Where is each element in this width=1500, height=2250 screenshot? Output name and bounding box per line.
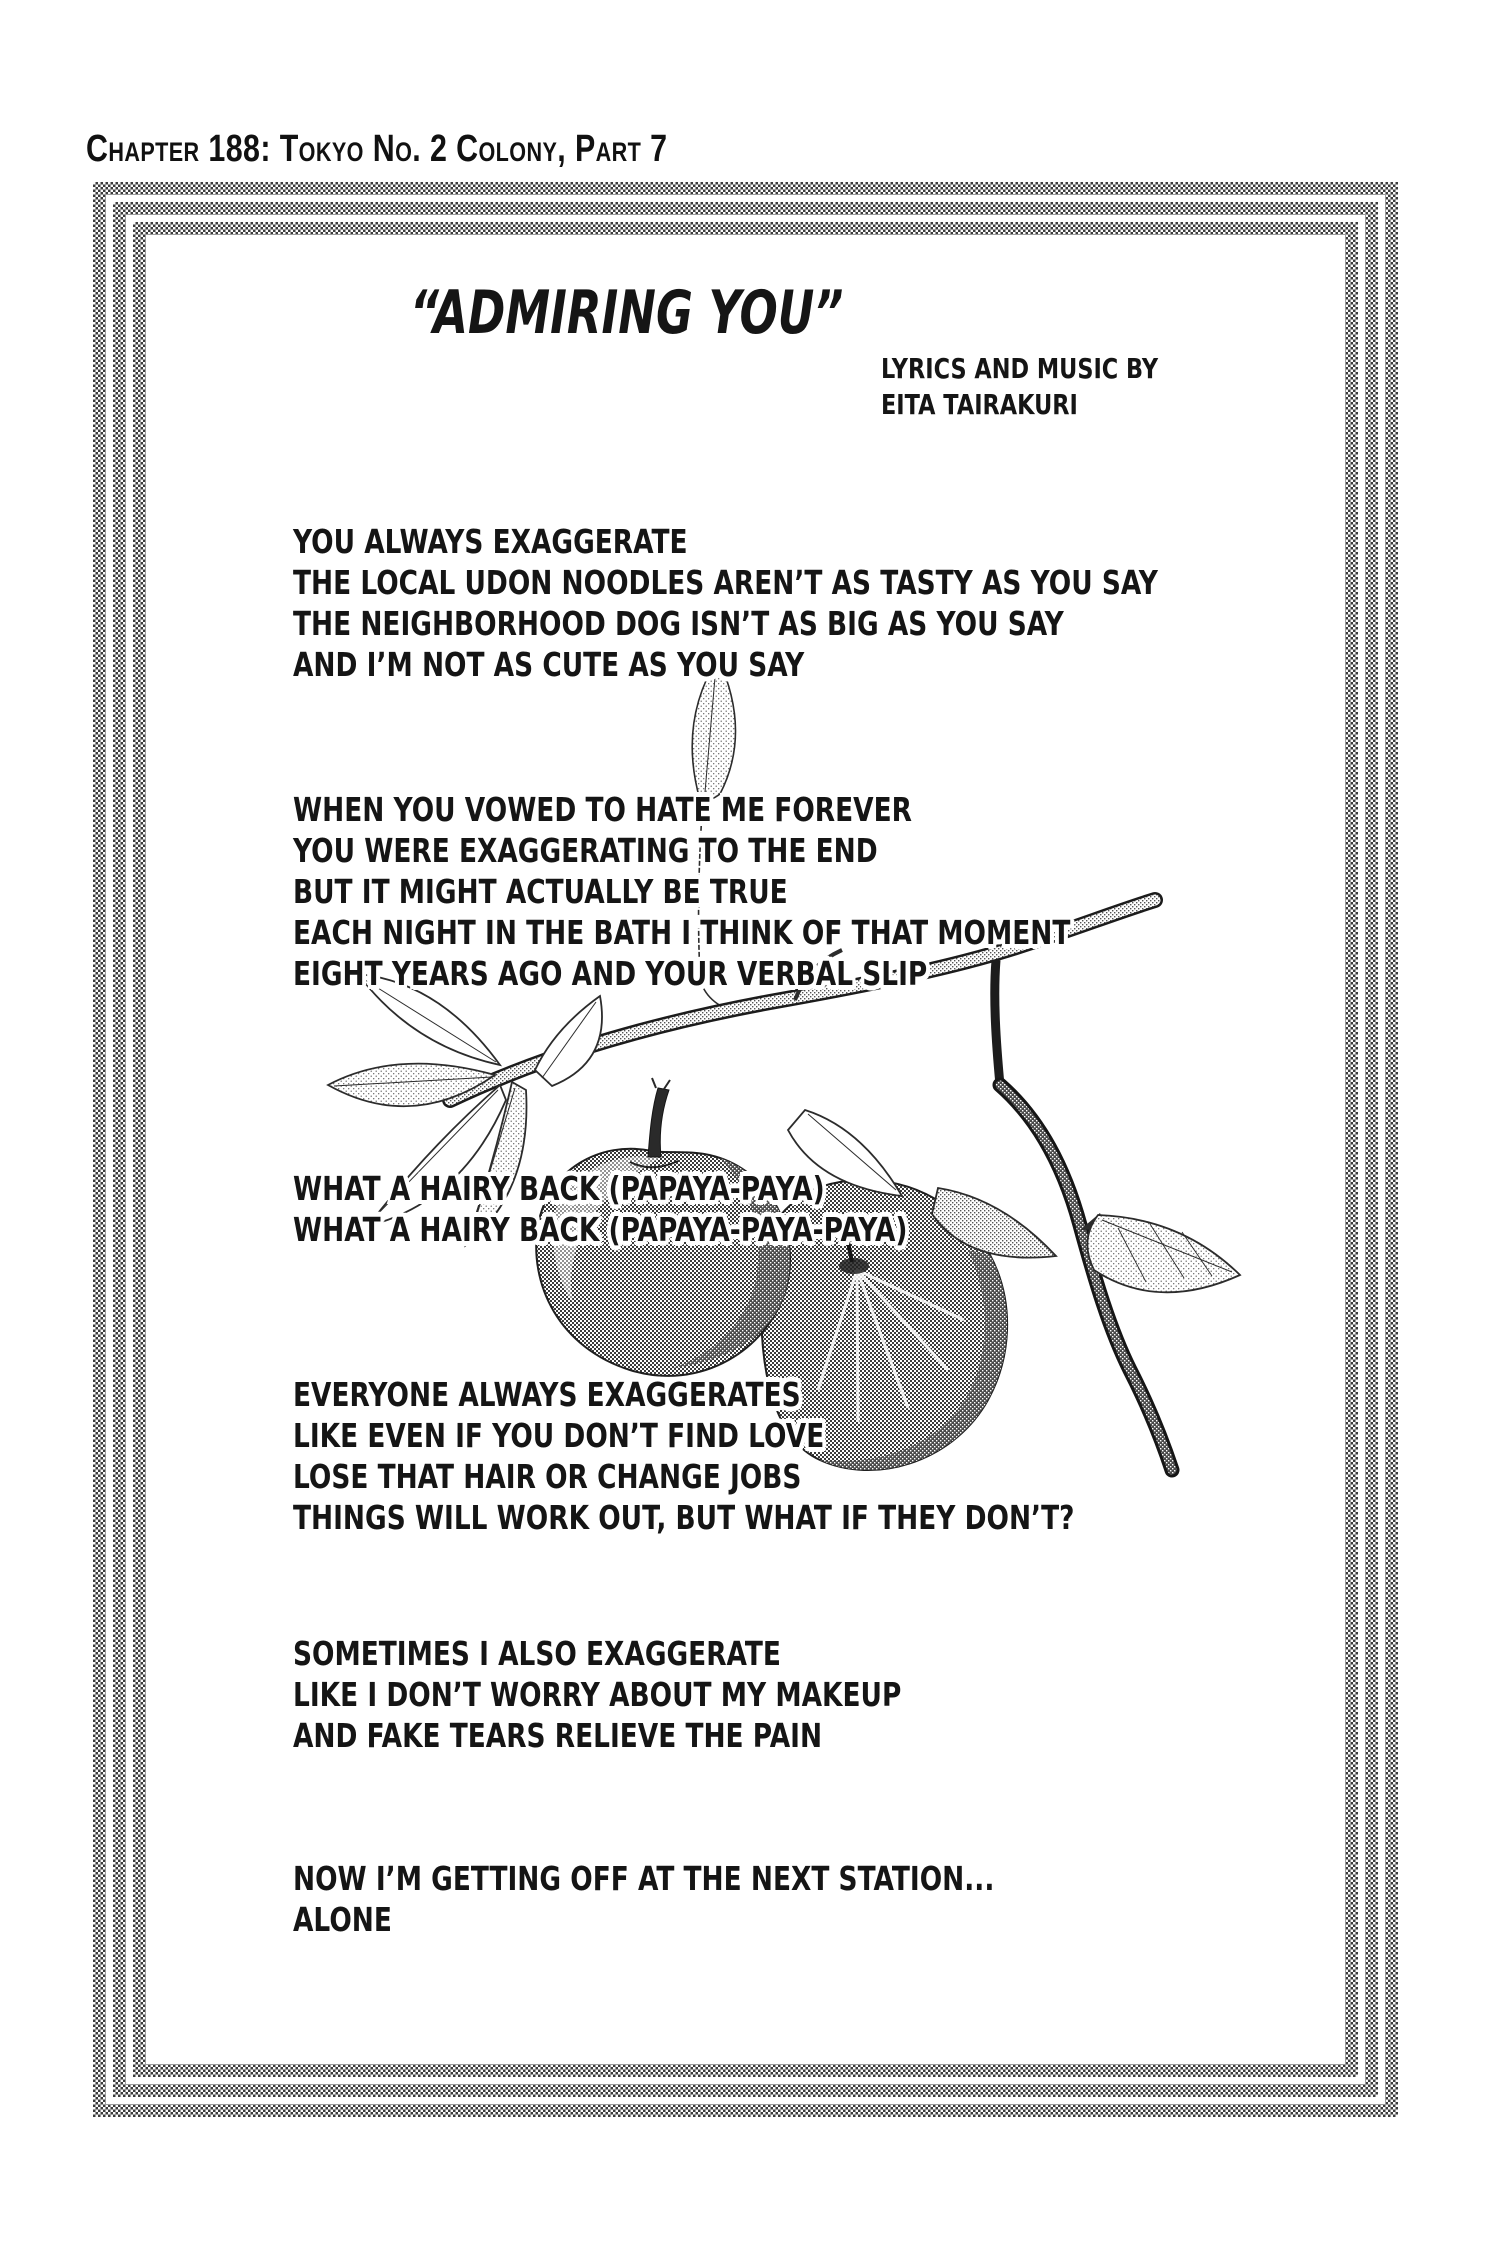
song-credit xyxy=(881,351,1158,423)
verse-1 xyxy=(293,521,1158,685)
lyric-line: AND I’M NOT AS CUTE AS YOU SAY xyxy=(293,645,805,684)
lyric-line: WHAT A HAIRY BACK (PAPAYA-PAYA-PAYA) xyxy=(293,1210,908,1249)
lyric-line: YOU WERE EXAGGERATING TO THE END xyxy=(293,831,878,870)
lyric-line: NOW I’M GETTING OFF AT THE NEXT STATION... xyxy=(293,1859,995,1898)
lyric-line: EVERYONE ALWAYS EXAGGERATES xyxy=(293,1375,801,1414)
lyric-line: WHEN YOU VOWED TO HATE ME FOREVER xyxy=(293,790,912,829)
lyrics-sheet xyxy=(146,235,1345,2064)
credit-line: EITA TAIRAKURI xyxy=(881,388,1078,421)
lyric-line: ALONE xyxy=(293,1900,392,1939)
lyric-line: LIKE I DON’T WORRY ABOUT MY MAKEUP xyxy=(293,1675,902,1714)
verse-4 xyxy=(293,1374,1074,1538)
verse-2 xyxy=(293,789,1070,994)
verse-3 xyxy=(293,1168,908,1250)
verse-5 xyxy=(293,1633,901,1756)
lyric-line: LIKE EVEN IF YOU DON’T FIND LOVE xyxy=(293,1416,825,1455)
lyric-line: AND FAKE TEARS RELIEVE THE PAIN xyxy=(293,1716,823,1755)
chapter-title: Chapter 188: Tokyo No. 2 Colony, Part 7 xyxy=(86,128,668,170)
lyric-line: WHAT A HAIRY BACK (PAPAYA-PAYA) xyxy=(293,1169,825,1208)
lyric-line: THINGS WILL WORK OUT, BUT WHAT IF THEY DON’T? xyxy=(293,1498,1075,1537)
lyric-line: BUT IT MIGHT ACTUALLY BE TRUE xyxy=(293,872,788,911)
verse-6 xyxy=(293,1858,994,1940)
lyric-line: SOMETIMES I ALSO EXAGGERATE xyxy=(293,1634,781,1673)
song-title: “ADMIRING YOU” xyxy=(410,278,844,348)
lyric-line: EIGHT YEARS AGO AND YOUR VERBAL SLIP xyxy=(293,954,928,993)
lyric-line: THE LOCAL UDON NOODLES AREN’T AS TASTY AS YOU SAY xyxy=(293,563,1158,602)
credit-line: LYRICS AND MUSIC BY xyxy=(881,352,1159,385)
lyric-line: YOU ALWAYS EXAGGERATE xyxy=(293,522,688,561)
decorative-border xyxy=(93,182,1398,2117)
lyric-line: LOSE THAT HAIR OR CHANGE JOBS xyxy=(293,1457,802,1496)
lyric-line: THE NEIGHBORHOOD DOG ISN’T AS BIG AS YOU SAY xyxy=(293,604,1064,643)
lyric-line: EACH NIGHT IN THE BATH I THINK OF THAT MOMENT xyxy=(293,913,1071,952)
